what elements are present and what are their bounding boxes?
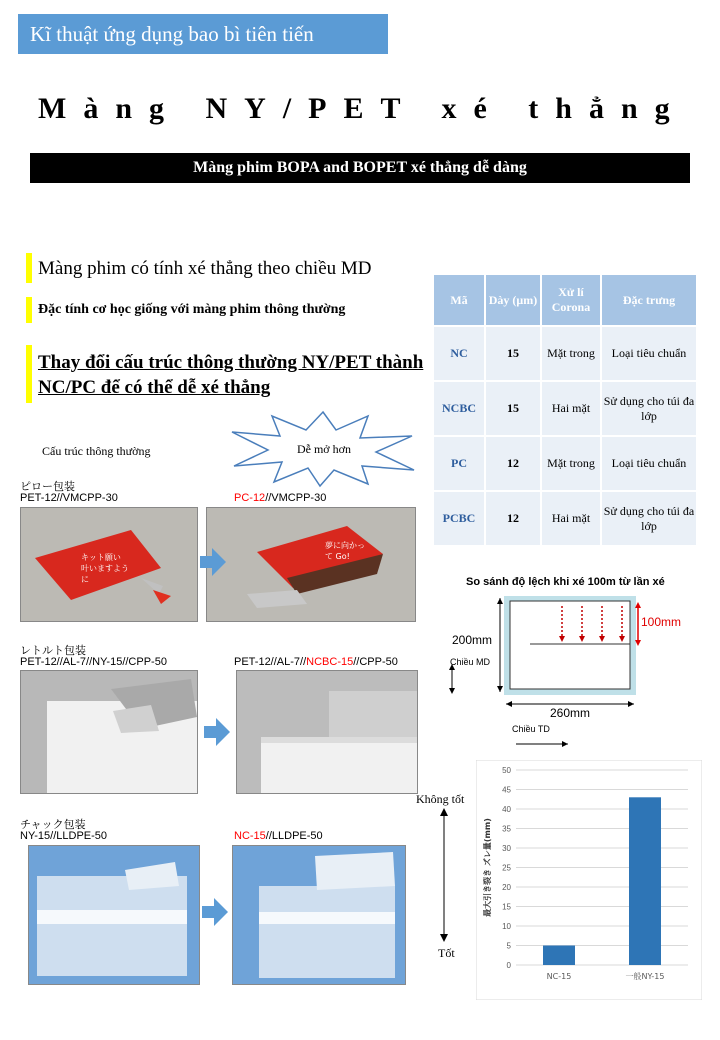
bullet-3: Thay đổi cấu trúc thông thường NY/PET thành NC/PC để có thể dễ xé thẳng <box>38 352 424 398</box>
subtitle-banner: Màng phim BOPA and BOPET xé thẳng dễ dàng <box>30 153 690 183</box>
cell-feature: Sử dụng cho túi đa lớp <box>602 382 696 435</box>
opened-wrapper-image <box>207 508 415 621</box>
conventional-label: Cấu trúc thông thường <box>42 444 151 458</box>
structure-right-rest: //VMCPP-30 <box>265 492 327 504</box>
y-axis-label: 最大引き裂き ズレ量(mm) <box>483 818 492 917</box>
chart-svg <box>476 760 702 1000</box>
group-name-pillow: ピロー包装 <box>20 481 75 493</box>
structure-right-rest: //CPP-50 <box>353 656 398 668</box>
cell-corona: Hai mặt <box>542 382 600 435</box>
structure-right-rest: //LLDPE-50 <box>265 830 323 842</box>
cell-thickness: 12 <box>486 492 540 545</box>
scale-top-label: Không tốt <box>416 792 465 806</box>
y-tick-label: 45 <box>502 785 511 795</box>
zipper-bag-opened-image <box>233 846 405 984</box>
structure-right-red: PC-12 <box>234 492 266 504</box>
x-tick-label: NC-15 <box>546 972 572 981</box>
retort-pouch-image <box>21 671 197 793</box>
photo-zipper-before <box>28 845 200 985</box>
cell-thickness: 12 <box>486 437 540 490</box>
wrapper-text-1: キット願い 叶いますように <box>81 553 129 584</box>
easier-label: Dễ mở hơn <box>296 442 352 456</box>
spec-table <box>432 273 698 547</box>
y-tick-label: 40 <box>502 805 511 814</box>
offset-label: 100mm <box>641 615 682 629</box>
cell-thickness: 15 <box>486 382 540 435</box>
zipper-bag-image <box>29 846 199 984</box>
diagram-title: So sánh độ lệch khi xé 100m từ lần xé <box>466 576 665 588</box>
table-row <box>434 492 696 545</box>
y-tick-label: 0 <box>506 961 511 970</box>
structure-right-pre: PET-12//AL-7// <box>234 656 307 668</box>
cell-feature: Loại tiêu chuẩn <box>602 327 696 380</box>
scale-bottom-label: Tốt <box>438 946 455 960</box>
table-row <box>434 437 696 490</box>
structure-right-red: NC-15 <box>234 830 266 842</box>
page-title: Màng NY/PET xé thẳng <box>38 92 687 125</box>
cell-code: PC <box>434 437 484 490</box>
scale-arrow <box>438 808 450 942</box>
photo-retort-before <box>20 670 198 794</box>
bar <box>629 797 661 965</box>
md-label: Chiều MD <box>450 657 491 667</box>
width-label: 260mm <box>550 706 591 720</box>
cell-corona: Hai mặt <box>542 492 600 545</box>
section-tag: Kĩ thuật ứng dụng bao bì tiên tiến <box>18 14 388 54</box>
y-tick-label: 30 <box>502 844 511 853</box>
table-row <box>434 327 696 380</box>
x-tick-label: 一般NY-15 <box>625 972 665 981</box>
table-row <box>434 382 696 435</box>
header-code: Mã <box>434 275 484 325</box>
structure-left-zipper: NY-15//LLDPE-50 <box>20 830 108 842</box>
structure-right-pillow <box>234 492 326 504</box>
arrow-right-icon <box>200 548 226 576</box>
y-tick-label: 25 <box>502 863 511 873</box>
y-tick-label: 15 <box>502 902 511 912</box>
cell-code: NC <box>434 327 484 380</box>
y-tick-label: 50 <box>502 766 511 775</box>
y-tick-label: 35 <box>502 824 511 834</box>
y-tick-label: 10 <box>502 922 511 931</box>
bar <box>543 946 575 966</box>
structure-right-red: NCBC-15 <box>306 656 354 668</box>
height-label: 200mm <box>452 633 493 647</box>
bullet-1: Màng phim có tính xé thẳng theo chiều MD <box>38 258 372 279</box>
photo-pillow-before <box>20 507 198 622</box>
photo-retort-after <box>236 670 418 794</box>
header-thickness: Dày (μm) <box>486 275 540 325</box>
bullet-2: Đặc tính cơ học giống với màng phim thông thường <box>38 302 346 317</box>
arrow-right-icon <box>204 718 230 746</box>
photo-zipper-after <box>232 845 406 985</box>
table-header-row <box>434 275 696 325</box>
group-name-retort: レトルト包装 <box>20 645 86 657</box>
wrapper-text-2: 夢に向かって Go! <box>325 541 365 561</box>
bullet-marker-1 <box>26 253 32 283</box>
bullet-marker-3 <box>26 345 32 403</box>
y-tick-label: 20 <box>502 883 511 892</box>
retort-pouch-opened-image <box>237 671 417 793</box>
cell-feature: Loại tiêu chuẩn <box>602 437 696 490</box>
structure-right-retort <box>234 656 398 668</box>
cell-corona: Mặt trong <box>542 327 600 380</box>
cell-code: NCBC <box>434 382 484 435</box>
bullet-marker-2 <box>26 297 32 323</box>
group-name-zipper: チャック包装 <box>20 819 86 831</box>
header-corona: Xử lí Corona <box>542 275 600 325</box>
structure-left-retort: PET-12//AL-7//NY-15//CPP-50 <box>20 656 167 668</box>
cell-thickness: 15 <box>486 327 540 380</box>
deviation-chart <box>476 760 702 1000</box>
y-tick-label: 5 <box>506 941 511 951</box>
cell-feature: Sử dụng cho túi đa lớp <box>602 492 696 545</box>
cell-corona: Mặt trong <box>542 437 600 490</box>
photo-pillow-after <box>206 507 416 622</box>
header-feature: Đặc trưng <box>602 275 696 325</box>
cell-code: PCBC <box>434 492 484 545</box>
arrow-right-icon <box>202 898 228 926</box>
structure-right-zipper <box>234 830 323 842</box>
td-label: Chiều TD <box>512 724 550 734</box>
structure-left-pillow: PET-12//VMCPP-30 <box>20 492 118 504</box>
